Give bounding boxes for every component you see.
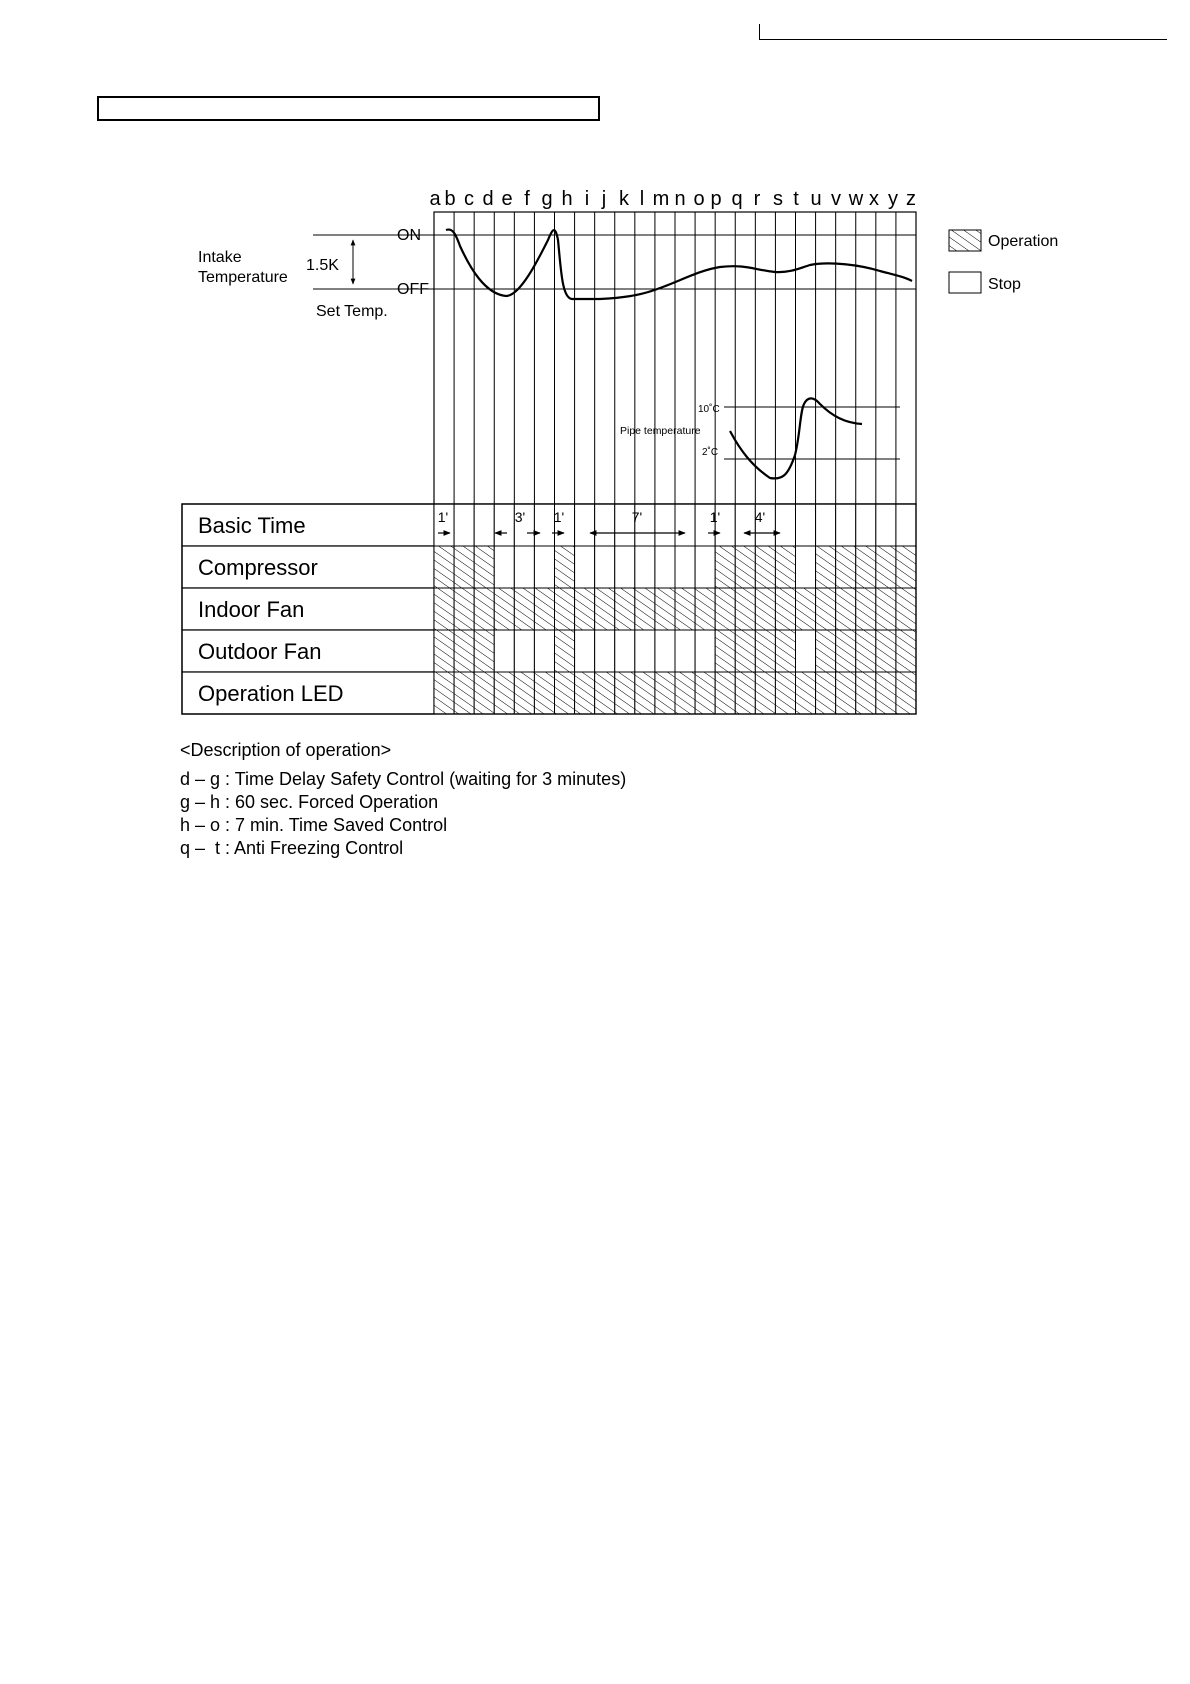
legend-operation-swatch [949, 230, 981, 251]
time-point-n: n [674, 188, 686, 210]
basic-time-mark-2: 1' [553, 509, 565, 525]
state-cell [876, 588, 896, 630]
row-label-operation-led: Operation LED [198, 681, 344, 706]
time-point-p: p [710, 188, 722, 210]
state-cell [796, 630, 816, 672]
time-point-s: s [773, 188, 783, 210]
time-point-v: v [831, 188, 841, 210]
status-table [182, 504, 916, 714]
state-cell [494, 546, 514, 588]
basic-time-mark-5: 4' [754, 509, 766, 525]
state-cell [796, 588, 816, 630]
time-point-l: l [639, 188, 645, 210]
state-cell [575, 630, 595, 672]
off-label: OFF [397, 281, 429, 298]
pipe-lower-label: 2˚C [702, 447, 719, 458]
time-point-r: r [753, 188, 761, 210]
state-cell [514, 630, 534, 672]
state-cell [695, 588, 715, 630]
state-cell [675, 672, 695, 714]
state-cell [635, 588, 655, 630]
state-cell [454, 672, 474, 714]
time-point-g: g [541, 188, 553, 210]
state-cell [675, 630, 695, 672]
basic-time-mark-3: 7' [631, 509, 643, 525]
state-cell [454, 546, 474, 588]
state-cell [816, 672, 836, 714]
state-cell [695, 630, 715, 672]
state-cell [434, 630, 454, 672]
state-cell [775, 588, 795, 630]
state-cell [836, 588, 856, 630]
state-cell [595, 504, 615, 546]
state-cell [856, 630, 876, 672]
row-label-basic-time: Basic Time [198, 513, 306, 538]
state-cell [755, 630, 775, 672]
state-cell [836, 672, 856, 714]
state-cell [675, 588, 695, 630]
legend-stop-swatch [949, 272, 981, 293]
state-cell [434, 588, 454, 630]
basic-time-mark-1: 3' [514, 509, 526, 525]
state-cell [735, 504, 755, 546]
time-point-q: q [731, 188, 743, 210]
time-point-d: d [482, 188, 494, 210]
delta-label: 1.5K [306, 257, 339, 274]
state-cell [775, 546, 795, 588]
state-cell [816, 630, 836, 672]
state-cell [896, 546, 916, 588]
state-cell [896, 504, 916, 546]
time-point-c: c [464, 188, 474, 210]
state-cell [816, 504, 836, 546]
intake-label-line1: Intake [198, 249, 242, 266]
state-cell [675, 546, 695, 588]
state-cell [494, 630, 514, 672]
state-cell [655, 588, 675, 630]
state-cell [494, 672, 514, 714]
state-cell [695, 546, 715, 588]
time-point-letters [429, 188, 916, 210]
time-point-a: a [429, 188, 441, 210]
state-cell [896, 588, 916, 630]
state-cell [534, 672, 554, 714]
time-point-o: o [693, 188, 705, 210]
state-cell [615, 588, 635, 630]
pipe-temperature-label: Pipe temperature [620, 425, 701, 437]
state-cell [816, 588, 836, 630]
intake-label-line2: Temperature [198, 269, 288, 286]
state-cell [534, 504, 554, 546]
time-point-y: y [888, 188, 898, 210]
state-cell [454, 630, 474, 672]
state-cell [896, 672, 916, 714]
row-label-compressor: Compressor [198, 555, 318, 580]
state-cell [474, 630, 494, 672]
state-cell [836, 630, 856, 672]
state-cell [655, 546, 675, 588]
state-cell [454, 504, 474, 546]
state-cell [715, 546, 735, 588]
time-point-j: j [601, 188, 607, 210]
state-cell [856, 546, 876, 588]
state-cell [856, 588, 876, 630]
state-cell [655, 630, 675, 672]
state-cell [675, 504, 695, 546]
time-point-u: u [810, 188, 822, 210]
time-point-z: z [906, 188, 916, 210]
state-cell [575, 546, 595, 588]
state-cell [876, 546, 896, 588]
time-point-x: x [869, 188, 879, 210]
state-cell [454, 588, 474, 630]
description-line-1: d – g : Time Delay Safety Control (waiting for 3 minutes) [180, 769, 627, 789]
state-cell [655, 504, 675, 546]
description-line-4: q – t : Anti Freezing Control [180, 838, 404, 858]
state-cell [836, 504, 856, 546]
state-cell [735, 672, 755, 714]
set-temp-label: Set Temp. [316, 303, 388, 320]
state-cell [876, 504, 896, 546]
state-cell [775, 630, 795, 672]
state-cell [474, 546, 494, 588]
state-cell [876, 672, 896, 714]
pipe-upper-label: 10˚C [698, 404, 720, 415]
state-cell [796, 672, 816, 714]
basic-time-mark-4: 1' [709, 509, 721, 525]
state-cell [575, 504, 595, 546]
state-cell [655, 672, 675, 714]
state-cell [775, 504, 795, 546]
state-cell [514, 588, 534, 630]
state-cell [856, 504, 876, 546]
time-point-b: b [444, 188, 456, 210]
time-point-m: m [652, 188, 670, 210]
time-point-h: h [561, 188, 573, 210]
state-cell [474, 672, 494, 714]
state-cell [595, 630, 615, 672]
state-cell [474, 588, 494, 630]
basic-time-mark-0: 1' [437, 509, 449, 525]
row-label-outdoor-fan: Outdoor Fan [198, 639, 322, 664]
time-point-f: f [524, 188, 530, 210]
state-cell [555, 546, 575, 588]
state-cell [555, 588, 575, 630]
state-cell [735, 630, 755, 672]
state-cell [434, 672, 454, 714]
time-point-e: e [501, 188, 513, 210]
state-cell [735, 546, 755, 588]
state-cell [876, 630, 896, 672]
state-cell [615, 672, 635, 714]
state-cell [575, 588, 595, 630]
state-cell [695, 672, 715, 714]
state-cell [796, 546, 816, 588]
state-cell [735, 588, 755, 630]
state-cell [555, 630, 575, 672]
state-cell [514, 672, 534, 714]
state-cell [474, 504, 494, 546]
state-cell [494, 588, 514, 630]
state-cell [715, 672, 735, 714]
state-cell [514, 546, 534, 588]
state-cell [595, 672, 615, 714]
state-cell [635, 672, 655, 714]
state-cell [635, 630, 655, 672]
state-cell [755, 588, 775, 630]
time-point-i: i [584, 188, 590, 210]
state-cell [595, 546, 615, 588]
state-cell [796, 504, 816, 546]
state-cell [534, 546, 554, 588]
description-title: <Description of operation> [180, 740, 392, 760]
state-cell [896, 630, 916, 672]
legend-stop-label: Stop [988, 276, 1021, 293]
state-cell [615, 630, 635, 672]
description-line-3: h – o : 7 min. Time Saved Control [180, 815, 448, 835]
state-cell [715, 588, 735, 630]
state-cell [755, 672, 775, 714]
state-cell [555, 672, 575, 714]
state-cell [494, 504, 514, 546]
time-grid [454, 212, 896, 504]
state-cell [816, 546, 836, 588]
legend-operation-label: Operation [988, 233, 1059, 250]
state-cell [635, 546, 655, 588]
state-cell [615, 546, 635, 588]
state-cell [534, 588, 554, 630]
time-point-t: t [793, 188, 799, 210]
state-cell [715, 630, 735, 672]
state-cell [434, 546, 454, 588]
state-cell [836, 546, 856, 588]
row-label-indoor-fan: Indoor Fan [198, 597, 305, 622]
state-cell [595, 588, 615, 630]
time-point-k: k [619, 188, 629, 210]
state-cell [856, 672, 876, 714]
on-label: ON [397, 227, 421, 244]
state-cell [534, 630, 554, 672]
state-cell [575, 672, 595, 714]
description-line-2: g – h : 60 sec. Forced Operation [180, 792, 439, 812]
state-cell [775, 672, 795, 714]
time-point-w: w [848, 188, 864, 210]
state-cell [755, 546, 775, 588]
